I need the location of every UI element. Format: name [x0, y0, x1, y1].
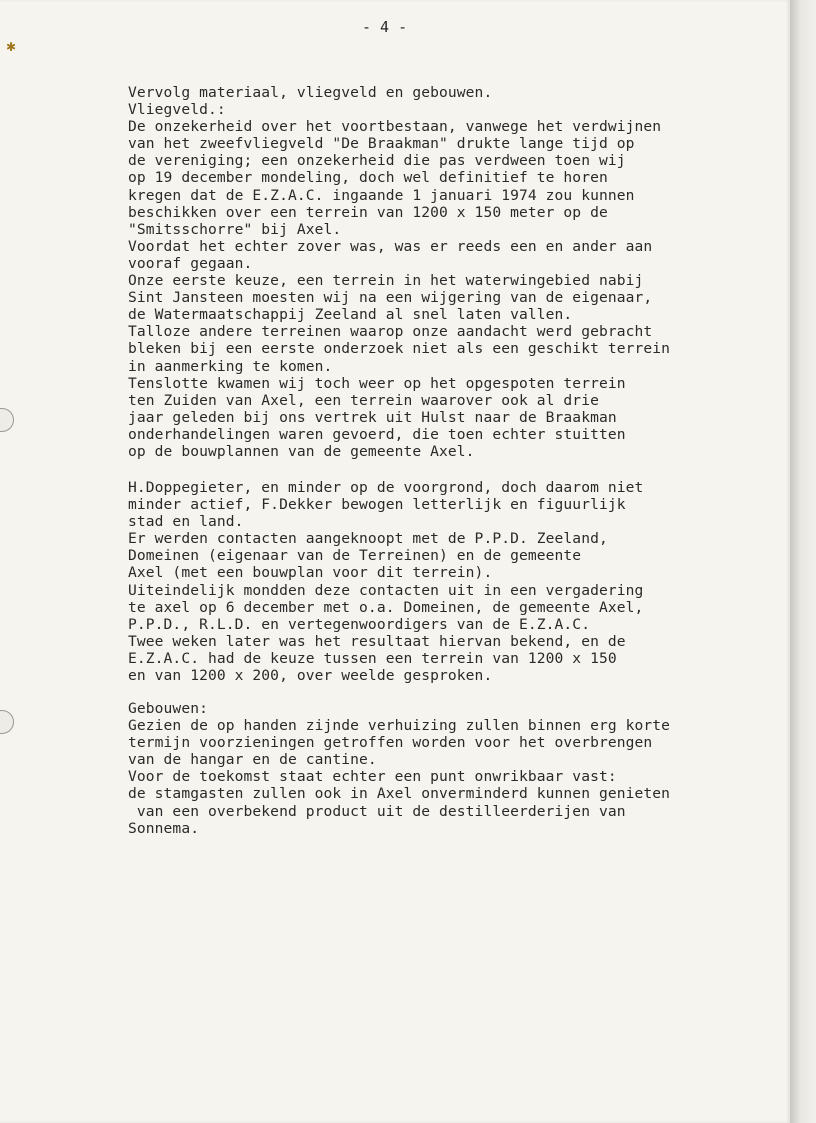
text-line: de stamgasten zullen ook in Axel onverminderd kunnen genieten [128, 785, 671, 803]
text-line: op 19 december mondeling, doch wel definitief te horen [128, 169, 608, 187]
text-line: te axel op 6 december met o.a. Domeinen, de gemeente Axel, [128, 598, 644, 616]
text-line: minder actief, F.Dekker bewogen letterlijk en figuurlijk [128, 496, 626, 514]
text-line: op de bouwplannen van de gemeente Axel. [128, 442, 475, 460]
text-line: Voordat het echter zover was, was er reeds een en ander aan [128, 237, 653, 255]
text-line: H.Doppegieter, en minder op de voorgrond, doch daarom niet [128, 479, 644, 496]
text-line: Tenslotte kwamen wij toch weer op het opgespoten terrein [128, 374, 626, 392]
text-line: onderhandelingen waren gevoerd, die toen echter stuitten [128, 425, 626, 443]
text-line: Uiteindelijk mondden deze contacten uit in een vergadering [128, 581, 644, 599]
text-line: Domeinen (eigenaar van de Terreinen) en de gemeente [128, 547, 582, 565]
page-edge [790, 0, 816, 1123]
text-line: kregen dat de E.Z.A.C. ingaande 1 januari 1974 zou kunnen [128, 186, 635, 204]
paragraph-contacten [128, 479, 643, 684]
text-line: P.P.D., R.L.D. en vertegenwoordigers van de E.Z.A.C. [128, 615, 591, 633]
text-line: Gebouwen: [128, 700, 208, 717]
paragraph-gebouwen [128, 700, 670, 837]
paragraph-vliegveld [128, 84, 670, 460]
text-line: de vereniging; een onzekerheid die pas verdween toen wij [128, 152, 626, 170]
text-line: in aanmerking te komen. [128, 357, 333, 375]
text-line: bleken bij een eerste onderzoek niet als een geschikt terrein [128, 340, 671, 358]
text-line: Vliegveld.: [128, 101, 226, 119]
text-line: van de hangar en de cantine. [128, 751, 377, 769]
punch-hole-top [0, 408, 14, 432]
stain-mark: ✱ [6, 40, 17, 54]
text-line: vooraf gegaan. [128, 254, 253, 272]
text-line: de Watermaatschappij Zeeland al snel laten vallen. [128, 306, 573, 324]
punch-hole-bottom [0, 710, 14, 734]
text-line: termijn voorzieningen getroffen worden voor het overbrengen [128, 734, 653, 752]
text-line: stad en land. [128, 513, 244, 531]
text-line: jaar geleden bij ons vertrek uit Hulst naar de Braakman [128, 408, 617, 426]
text-line: Sint Jansteen moesten wij na een wijgering van de eigenaar, [128, 289, 653, 307]
text-line: Er werden contacten aangeknoopt met de P.P.D. Zeeland, [128, 530, 608, 548]
text-line: Sonnema. [128, 819, 200, 837]
text-line: "Smitsschorre" bij Axel. [128, 220, 342, 238]
text-line: van het zweefvliegveld "De Braakman" drukte lange tijd op [128, 135, 635, 153]
text-line: Talloze andere terreinen waarop onze aandacht werd gebracht [128, 323, 653, 341]
text-line: Voor de toekomst staat echter een punt onwrikbaar vast: [128, 768, 617, 786]
text-line: beschikken over een terrein van 1200 x 150 meter op de [128, 203, 608, 221]
page-number: - 4 - [362, 18, 408, 36]
text-line: Axel (met een bouwplan voor dit terrein). [128, 564, 493, 582]
text-line: Gezien de op handen zijnde verhuizing zullen binnen erg korte [128, 717, 671, 735]
text-line: Vervolg materiaal, vliegveld en gebouwen. [128, 84, 493, 101]
text-line: Twee weken later was het resultaat hiervan bekend, en de [128, 632, 626, 650]
text-line: Onze eerste keuze, een terrein in het waterwingebied nabij [128, 272, 644, 290]
text-line: De onzekerheid over het voortbestaan, vanwege het verdwijnen [128, 118, 662, 136]
text-line: en van 1200 x 200, over weelde gesproken. [128, 667, 493, 685]
text-line: van een overbekend product uit de destilleerderijen van [128, 802, 626, 820]
text-line: ten Zuiden van Axel, een terrein waarover ook al drie [128, 391, 599, 409]
text-line: E.Z.A.C. had de keuze tussen een terrein van 1200 x 150 [128, 649, 617, 667]
